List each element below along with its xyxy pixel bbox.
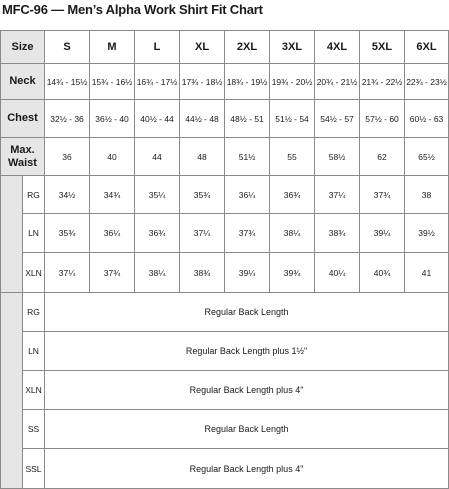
back-row-ln [1,332,449,371]
size-header-cell: 6XL [405,31,449,64]
table-cell: 51½ [225,138,270,176]
table-cell: 58½ [315,138,360,176]
table-cell: 37¼ [45,253,90,293]
table-cell: 36 [45,138,90,176]
size-header-cell: 5XL [360,31,405,64]
table-cell: 44 [135,138,180,176]
table-cell: 22¾ - 23½ [405,64,449,100]
table-cell: 36¾ [135,214,180,253]
table-cell: 48 [180,138,225,176]
sleeve-row-ln [1,214,449,253]
table-cell: 14¾ - 15½ [45,64,90,100]
table-cell: 32½ - 36 [45,100,90,138]
table-cell: 40½ - 44 [135,100,180,138]
table-cell: 38 [405,176,449,214]
sleeve-sub-label: LN [23,214,45,253]
table-cell: 37¼ [315,176,360,214]
back-row-rg [1,293,449,332]
back-sub-label: XLN [23,371,45,410]
back-length-value: Regular Back Length plus 4" [45,449,449,489]
table-cell: 38¾ [315,214,360,253]
neck-row-label: Neck [1,64,45,100]
table-cell: 21¾ - 22½ [360,64,405,100]
table-cell: 39¾ [270,253,315,293]
size-header-row [1,31,449,64]
chest-row-label: Chest [1,100,45,138]
table-cell: 41 [405,253,449,293]
table-cell: 17¾ - 18½ [180,64,225,100]
size-header-cell: S [45,31,90,64]
table-cell: 35¼ [135,176,180,214]
table-cell: 39½ [405,214,449,253]
size-header-cell: XL [180,31,225,64]
table-cell: 51½ - 54 [270,100,315,138]
table-cell: 37¾ [360,176,405,214]
table-cell: 40¼ [315,253,360,293]
table-cell: 15¾ - 16½ [90,64,135,100]
max-waist-row-label: Max. Waist [1,138,45,176]
back-length-value: Regular Back Length [45,410,449,449]
back-length-value: Regular Back Length [45,293,449,332]
back-length-value: Regular Back Length plus 1½" [45,332,449,371]
sleeve-row-rg [1,176,449,214]
back-row-ssl [1,449,449,489]
sleeve-sub-label: RG [23,176,45,214]
table-cell: 36¼ [225,176,270,214]
table-cell: 62 [360,138,405,176]
back-sub-label: SS [23,410,45,449]
size-header-cell: 3XL [270,31,315,64]
back-sub-label: RG [23,293,45,332]
back-sub-label: SSL [23,449,45,489]
table-cell: 35¾ [45,214,90,253]
table-cell: 37¾ [225,214,270,253]
table-cell: 35¾ [180,176,225,214]
neck-row [1,64,449,100]
table-cell: 44½ - 48 [180,100,225,138]
table-cell: 40 [90,138,135,176]
table-cell: 34¾ [90,176,135,214]
size-header-cell: 4XL [315,31,360,64]
table-cell: 37¾ [90,253,135,293]
table-cell: 34½ [45,176,90,214]
sleeve-length-group-label [1,176,23,293]
table-cell: 18¾ - 19½ [225,64,270,100]
table-cell: 65½ [405,138,449,176]
table-cell: 36¼ [90,214,135,253]
table-cell: 19¾ - 20½ [270,64,315,100]
back-row-xln [1,371,449,410]
table-cell: 55 [270,138,315,176]
back-length-group-label [1,293,23,489]
table-cell: 36¾ [270,176,315,214]
fit-chart-table [0,30,449,489]
size-header-cell: 2XL [225,31,270,64]
page-title: MFC-96 — Men’s Alpha Work Shirt Fit Chart [2,2,263,17]
table-cell: 60½ - 63 [405,100,449,138]
table-cell: 57½ - 60 [360,100,405,138]
back-length-value: Regular Back Length plus 4" [45,371,449,410]
table-cell: 39¼ [225,253,270,293]
size-header-label: Size [1,31,45,64]
back-sub-label: LN [23,332,45,371]
sleeve-row-xln [1,253,449,293]
table-cell: 39¼ [360,214,405,253]
sleeve-sub-label: XLN [23,253,45,293]
table-cell: 37¼ [180,214,225,253]
size-header-cell: M [90,31,135,64]
table-cell: 38¼ [135,253,180,293]
size-header-cell: L [135,31,180,64]
max-waist-row [1,138,449,176]
table-cell: 36½ - 40 [90,100,135,138]
table-cell: 38¼ [270,214,315,253]
back-row-ss [1,410,449,449]
table-cell: 20¾ - 21½ [315,64,360,100]
table-cell: 48½ - 51 [225,100,270,138]
table-cell: 40¾ [360,253,405,293]
table-cell: 16¾ - 17½ [135,64,180,100]
table-cell: 54½ - 57 [315,100,360,138]
chest-row [1,100,449,138]
table-cell: 38¾ [180,253,225,293]
